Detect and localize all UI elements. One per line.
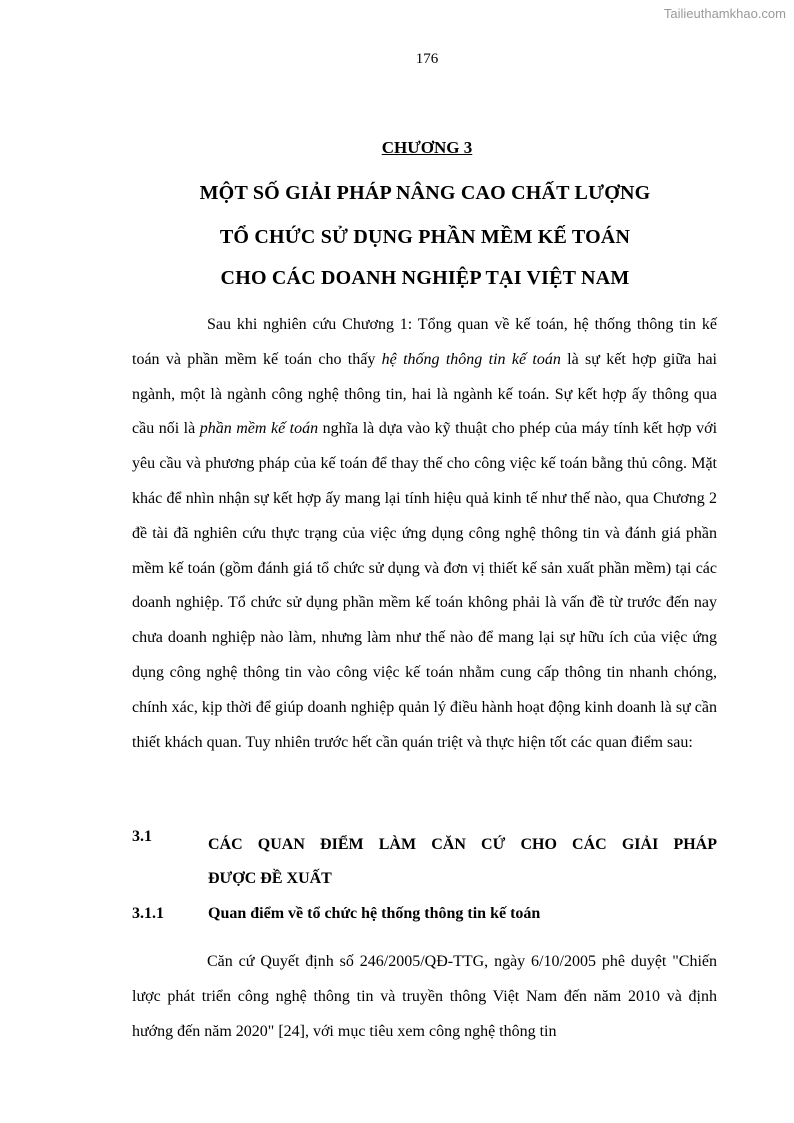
section-3-1-1-paragraph [132, 945, 717, 1049]
section-3-1-1-title: Quan điểm về tổ chức hệ thống thông tin kế toán [208, 905, 541, 922]
section-3-1-number: 3.1 [132, 828, 152, 845]
section-3-1-title [208, 828, 717, 896]
chapter-label: CHƯƠNG 3 [381, 138, 473, 157]
intro-text-part-1: Sau khi nghiên cứu Chương 1: Tổng quan về kế toán, hệ thống thông tin kế toán và phần mềm kế toán cho thấy [132, 316, 717, 368]
chapter-title-line-2: TỔ CHỨC SỬ DỤNG PHẦN MỀM KẾ TOÁN [219, 226, 631, 248]
section-3-1-title-line-2: ĐƯỢC ĐỀ XUẤT [208, 870, 332, 887]
section-3-1-title-line-1: CÁC QUAN ĐIỂM LÀM CĂN CỨ CHO CÁC GIẢI PHÁP [208, 836, 717, 853]
intro-paragraph [132, 308, 717, 760]
chapter-title-line-1: MỘT SỐ GIẢI PHÁP NÂNG CAO CHẤT LƯỢNG [199, 182, 651, 204]
section-3-1-1-text: Căn cứ Quyết định số 246/2005/QĐ-TTG, ngày 6/10/2005 phê duyệt "Chiến lược phát triển công nghệ thông tin và truyền thông Việt Nam đến năm 2010 và định hướng đến năm 2020" [24], với mục tiêu xem công nghệ thông tin [132, 953, 717, 1040]
intro-emphasis-2: phần mềm kế toán [199, 420, 319, 438]
intro-text-part-2: là sự kết hợp giữa hai ngành, một là ngành công nghệ thông tin, hai là ngành kế toán. Sự kết hợp ấy thông qua cầu nối là [132, 350, 718, 438]
watermark: Tailieuthamkhao.com [663, 6, 786, 21]
intro-text-part-3: nghĩa là dựa vào kỹ thuật cho phép của máy tính kết hợp với yêu cầu và phương pháp của kế toán để thay thế cho công việc kế toán bằng thủ công. Mặt khác để nhìn nhận sự kết hợp ấy mang lại tính hiệu quả kinh tế như thế nào, qua Chương 2 đề tài đã nghiên cứu thực trạng của việc ứng dụng công nghệ thông tin và đánh giá phần mềm kế toán (gồm đánh giá tổ chức sử dụng và đơn vị thiết kế sản xuất phần mềm) tại các doanh nghiệp. Tổ chức sử dụng phần mềm kế toán không phải là vấn đề từ trước đến nay chưa doanh nghiệp nào làm, nhưng làm như thế nào để mang lại sự hữu ích của việc ứng dụng công nghệ thông tin vào công việc kế toán nhằm cung cấp thông tin nhanh chóng, chính xác, kịp thời để giúp doanh nghiệp quản lý điều hành hoạt động kinh doanh là sự cần thiết khách quan. Tuy nhiên trước hết cần quán triệt và thực hiện tốt các quan điểm sau: [132, 420, 718, 751]
section-3-1-1-number: 3.1.1 [132, 905, 164, 922]
page-number: 176 [415, 51, 439, 67]
chapter-title-line-3: CHO CÁC DOANH NGHIỆP TẠI VIỆT NAM [220, 267, 630, 289]
intro-emphasis-1: hệ thống thông tin kế toán [381, 350, 561, 368]
